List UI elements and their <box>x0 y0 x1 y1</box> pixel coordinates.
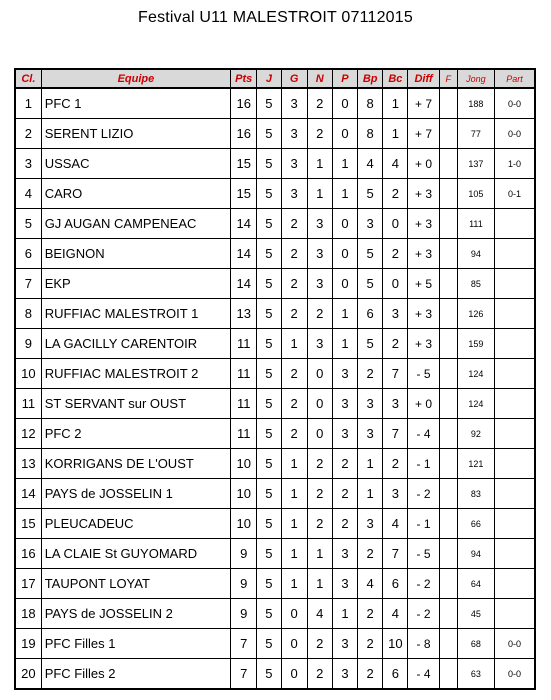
cell-f <box>439 149 457 179</box>
cell-rank: 2 <box>15 119 41 149</box>
standings-table <box>14 68 536 690</box>
cell-goal-diff: - 2 <box>408 599 439 629</box>
table-row <box>15 569 535 599</box>
cell-jong: 111 <box>457 209 494 239</box>
cell-played: 5 <box>257 149 281 179</box>
cell-goals-against: 7 <box>383 359 408 389</box>
cell-drawn: 3 <box>307 329 332 359</box>
table-row <box>15 88 535 119</box>
cell-played: 5 <box>257 449 281 479</box>
cell-played: 5 <box>257 539 281 569</box>
cell-goals-for: 2 <box>358 659 383 690</box>
cell-rank: 20 <box>15 659 41 690</box>
cell-jong: 105 <box>457 179 494 209</box>
cell-lost: 1 <box>332 299 357 329</box>
cell-played: 5 <box>257 659 281 690</box>
cell-drawn: 2 <box>307 449 332 479</box>
cell-goals-against: 0 <box>383 209 408 239</box>
cell-goals-against: 1 <box>383 88 408 119</box>
cell-rank: 18 <box>15 599 41 629</box>
table-row <box>15 269 535 299</box>
cell-goals-for: 1 <box>358 479 383 509</box>
cell-played: 5 <box>257 479 281 509</box>
cell-lost: 3 <box>332 389 357 419</box>
cell-rank: 19 <box>15 629 41 659</box>
cell-team: PAYS de JOSSELIN 2 <box>41 599 230 629</box>
cell-goal-diff: - 8 <box>408 629 439 659</box>
cell-lost: 0 <box>332 209 357 239</box>
cell-f <box>439 119 457 149</box>
cell-team: SERENT LIZIO <box>41 119 230 149</box>
cell-f <box>439 539 457 569</box>
cell-rank: 12 <box>15 419 41 449</box>
cell-goals-for: 5 <box>358 179 383 209</box>
cell-rank: 6 <box>15 239 41 269</box>
cell-lost: 3 <box>332 359 357 389</box>
cell-points: 15 <box>231 149 257 179</box>
cell-drawn: 0 <box>307 389 332 419</box>
cell-part <box>495 269 535 299</box>
cell-f <box>439 179 457 209</box>
cell-goal-diff: - 1 <box>408 509 439 539</box>
cell-goals-against: 2 <box>383 329 408 359</box>
cell-points: 14 <box>231 239 257 269</box>
cell-played: 5 <box>257 209 281 239</box>
cell-team: RUFFIAC MALESTROIT 2 <box>41 359 230 389</box>
header-f: F <box>439 69 457 88</box>
table-row <box>15 149 535 179</box>
cell-goals-against: 3 <box>383 479 408 509</box>
cell-lost: 3 <box>332 629 357 659</box>
cell-drawn: 1 <box>307 539 332 569</box>
table-row <box>15 389 535 419</box>
cell-jong: 66 <box>457 509 494 539</box>
cell-lost: 1 <box>332 179 357 209</box>
cell-drawn: 2 <box>307 299 332 329</box>
cell-team: KORRIGANS DE L'OUST <box>41 449 230 479</box>
cell-lost: 2 <box>332 509 357 539</box>
cell-f <box>439 569 457 599</box>
cell-lost: 0 <box>332 269 357 299</box>
cell-part: 0-0 <box>495 88 535 119</box>
header-played: J <box>257 69 281 88</box>
cell-points: 13 <box>231 299 257 329</box>
cell-jong: 94 <box>457 539 494 569</box>
cell-played: 5 <box>257 509 281 539</box>
cell-points: 11 <box>231 389 257 419</box>
cell-won: 2 <box>281 269 307 299</box>
cell-drawn: 2 <box>307 88 332 119</box>
cell-drawn: 3 <box>307 209 332 239</box>
cell-part <box>495 539 535 569</box>
cell-drawn: 0 <box>307 419 332 449</box>
cell-part <box>495 359 535 389</box>
cell-team: USSAC <box>41 149 230 179</box>
page-title: Festival U11 MALESTROIT 07112015 <box>138 9 413 26</box>
cell-f <box>439 88 457 119</box>
cell-won: 2 <box>281 359 307 389</box>
cell-part: 0-0 <box>495 629 535 659</box>
cell-points: 9 <box>231 539 257 569</box>
cell-goals-against: 4 <box>383 149 408 179</box>
cell-goals-against: 3 <box>383 389 408 419</box>
cell-team: PFC Filles 1 <box>41 629 230 659</box>
cell-jong: 83 <box>457 479 494 509</box>
cell-rank: 1 <box>15 88 41 119</box>
cell-team: PFC 2 <box>41 419 230 449</box>
cell-rank: 14 <box>15 479 41 509</box>
cell-goal-diff: - 5 <box>408 539 439 569</box>
cell-won: 2 <box>281 419 307 449</box>
cell-rank: 11 <box>15 389 41 419</box>
cell-won: 3 <box>281 149 307 179</box>
cell-goals-for: 4 <box>358 569 383 599</box>
cell-goals-for: 8 <box>358 119 383 149</box>
table-row <box>15 359 535 389</box>
header-jong: Jong <box>457 69 494 88</box>
cell-goals-for: 6 <box>358 299 383 329</box>
cell-jong: 45 <box>457 599 494 629</box>
cell-goal-diff: + 3 <box>408 209 439 239</box>
cell-rank: 16 <box>15 539 41 569</box>
cell-played: 5 <box>257 599 281 629</box>
cell-won: 3 <box>281 119 307 149</box>
cell-jong: 137 <box>457 149 494 179</box>
cell-f <box>439 209 457 239</box>
table-row <box>15 539 535 569</box>
cell-goals-against: 7 <box>383 419 408 449</box>
cell-goals-for: 5 <box>358 269 383 299</box>
cell-goals-against: 7 <box>383 539 408 569</box>
table-row <box>15 329 535 359</box>
cell-rank: 8 <box>15 299 41 329</box>
cell-points: 11 <box>231 419 257 449</box>
cell-won: 2 <box>281 389 307 419</box>
cell-goal-diff: - 4 <box>408 419 439 449</box>
cell-goals-for: 2 <box>358 599 383 629</box>
cell-drawn: 0 <box>307 359 332 389</box>
cell-drawn: 3 <box>307 269 332 299</box>
cell-rank: 13 <box>15 449 41 479</box>
cell-goals-for: 2 <box>358 359 383 389</box>
cell-goals-for: 2 <box>358 629 383 659</box>
cell-team: PFC Filles 2 <box>41 659 230 690</box>
cell-won: 3 <box>281 88 307 119</box>
cell-jong: 94 <box>457 239 494 269</box>
cell-goals-for: 2 <box>358 539 383 569</box>
cell-points: 7 <box>231 659 257 690</box>
cell-part: 1-0 <box>495 149 535 179</box>
cell-jong: 68 <box>457 629 494 659</box>
cell-drawn: 2 <box>307 659 332 690</box>
cell-rank: 5 <box>15 209 41 239</box>
cell-drawn: 1 <box>307 569 332 599</box>
cell-lost: 3 <box>332 539 357 569</box>
cell-lost: 3 <box>332 659 357 690</box>
cell-team: ST SERVANT sur OUST <box>41 389 230 419</box>
cell-f <box>439 509 457 539</box>
cell-jong: 188 <box>457 88 494 119</box>
cell-part <box>495 209 535 239</box>
cell-won: 2 <box>281 299 307 329</box>
cell-f <box>439 359 457 389</box>
cell-team: LA CLAIE St GUYOMARD <box>41 539 230 569</box>
cell-goal-diff: + 7 <box>408 88 439 119</box>
table-row <box>15 629 535 659</box>
cell-part <box>495 419 535 449</box>
cell-team: BEIGNON <box>41 239 230 269</box>
cell-drawn: 1 <box>307 149 332 179</box>
cell-played: 5 <box>257 629 281 659</box>
cell-part <box>495 449 535 479</box>
cell-goals-for: 3 <box>358 509 383 539</box>
cell-points: 11 <box>231 359 257 389</box>
table-row <box>15 209 535 239</box>
table-row <box>15 239 535 269</box>
table-row <box>15 119 535 149</box>
table-row <box>15 479 535 509</box>
header-lost: P <box>332 69 357 88</box>
cell-won: 3 <box>281 179 307 209</box>
cell-goals-against: 4 <box>383 599 408 629</box>
cell-lost: 1 <box>332 149 357 179</box>
cell-goal-diff: - 1 <box>408 449 439 479</box>
cell-goals-against: 10 <box>383 629 408 659</box>
cell-played: 5 <box>257 88 281 119</box>
cell-jong: 126 <box>457 299 494 329</box>
cell-won: 1 <box>281 539 307 569</box>
cell-goals-against: 3 <box>383 299 408 329</box>
cell-f <box>439 599 457 629</box>
cell-won: 1 <box>281 449 307 479</box>
cell-team: PFC 1 <box>41 88 230 119</box>
cell-f <box>439 329 457 359</box>
cell-points: 16 <box>231 88 257 119</box>
cell-lost: 2 <box>332 449 357 479</box>
table-body <box>15 88 535 689</box>
cell-goals-for: 3 <box>358 209 383 239</box>
header-rank: Cl. <box>15 69 41 88</box>
cell-points: 9 <box>231 599 257 629</box>
cell-rank: 9 <box>15 329 41 359</box>
cell-won: 0 <box>281 599 307 629</box>
header-part: Part <box>495 69 535 88</box>
cell-goal-diff: + 7 <box>408 119 439 149</box>
cell-drawn: 2 <box>307 119 332 149</box>
cell-lost: 0 <box>332 119 357 149</box>
cell-played: 5 <box>257 329 281 359</box>
cell-goal-diff: + 0 <box>408 149 439 179</box>
cell-played: 5 <box>257 569 281 599</box>
cell-goals-against: 6 <box>383 569 408 599</box>
cell-lost: 0 <box>332 88 357 119</box>
cell-won: 1 <box>281 569 307 599</box>
cell-part <box>495 239 535 269</box>
cell-jong: 85 <box>457 269 494 299</box>
cell-jong: 124 <box>457 389 494 419</box>
cell-won: 1 <box>281 329 307 359</box>
cell-won: 0 <box>281 659 307 690</box>
table-row <box>15 299 535 329</box>
cell-played: 5 <box>257 299 281 329</box>
cell-goal-diff: + 0 <box>408 389 439 419</box>
table-header-row <box>15 69 535 88</box>
cell-rank: 10 <box>15 359 41 389</box>
cell-drawn: 2 <box>307 509 332 539</box>
cell-part: 0-0 <box>495 659 535 690</box>
cell-f <box>439 269 457 299</box>
cell-goal-diff: + 3 <box>408 179 439 209</box>
cell-goals-for: 3 <box>358 389 383 419</box>
cell-goal-diff: + 5 <box>408 269 439 299</box>
cell-won: 2 <box>281 239 307 269</box>
cell-goal-diff: - 2 <box>408 479 439 509</box>
cell-lost: 0 <box>332 239 357 269</box>
cell-goal-diff: - 4 <box>408 659 439 690</box>
cell-f <box>439 239 457 269</box>
cell-jong: 121 <box>457 449 494 479</box>
cell-played: 5 <box>257 269 281 299</box>
cell-goal-diff: + 3 <box>408 299 439 329</box>
cell-rank: 15 <box>15 509 41 539</box>
cell-lost: 2 <box>332 479 357 509</box>
header-goals-for: Bp <box>358 69 383 88</box>
cell-points: 14 <box>231 269 257 299</box>
cell-goals-for: 8 <box>358 88 383 119</box>
cell-played: 5 <box>257 119 281 149</box>
header-won: G <box>281 69 307 88</box>
cell-jong: 124 <box>457 359 494 389</box>
cell-f <box>439 629 457 659</box>
header-team: Equipe <box>41 69 230 88</box>
cell-part <box>495 569 535 599</box>
cell-goals-against: 2 <box>383 239 408 269</box>
cell-team: TAUPONT LOYAT <box>41 569 230 599</box>
cell-lost: 1 <box>332 599 357 629</box>
cell-won: 1 <box>281 509 307 539</box>
cell-part <box>495 299 535 329</box>
table-row <box>15 179 535 209</box>
cell-points: 15 <box>231 179 257 209</box>
cell-jong: 159 <box>457 329 494 359</box>
cell-drawn: 4 <box>307 599 332 629</box>
cell-drawn: 1 <box>307 179 332 209</box>
cell-part <box>495 599 535 629</box>
cell-part: 0-0 <box>495 119 535 149</box>
header-drawn: N <box>307 69 332 88</box>
cell-points: 9 <box>231 569 257 599</box>
cell-rank: 7 <box>15 269 41 299</box>
cell-goals-for: 5 <box>358 329 383 359</box>
cell-part <box>495 389 535 419</box>
cell-lost: 1 <box>332 329 357 359</box>
cell-points: 7 <box>231 629 257 659</box>
cell-f <box>439 449 457 479</box>
cell-goals-for: 4 <box>358 149 383 179</box>
cell-team: RUFFIAC MALESTROIT 1 <box>41 299 230 329</box>
cell-played: 5 <box>257 179 281 209</box>
cell-f <box>439 419 457 449</box>
cell-part <box>495 509 535 539</box>
cell-points: 10 <box>231 449 257 479</box>
cell-team: EKP <box>41 269 230 299</box>
cell-team: PAYS de JOSSELIN 1 <box>41 479 230 509</box>
cell-goal-diff: + 3 <box>408 329 439 359</box>
cell-lost: 3 <box>332 419 357 449</box>
cell-rank: 4 <box>15 179 41 209</box>
cell-points: 10 <box>231 509 257 539</box>
table-row <box>15 449 535 479</box>
header-points: Pts <box>231 69 257 88</box>
cell-won: 1 <box>281 479 307 509</box>
cell-drawn: 2 <box>307 629 332 659</box>
cell-rank: 17 <box>15 569 41 599</box>
cell-played: 5 <box>257 389 281 419</box>
cell-played: 5 <box>257 239 281 269</box>
cell-goal-diff: + 3 <box>408 239 439 269</box>
cell-goals-for: 3 <box>358 419 383 449</box>
cell-part <box>495 479 535 509</box>
cell-jong: 63 <box>457 659 494 690</box>
cell-points: 10 <box>231 479 257 509</box>
cell-lost: 3 <box>332 569 357 599</box>
cell-points: 16 <box>231 119 257 149</box>
header-goal-diff: Diff <box>408 69 439 88</box>
cell-goals-for: 1 <box>358 449 383 479</box>
cell-jong: 77 <box>457 119 494 149</box>
table-row <box>15 419 535 449</box>
cell-goals-against: 1 <box>383 119 408 149</box>
cell-goals-against: 4 <box>383 509 408 539</box>
header-goals-against: Bc <box>383 69 408 88</box>
cell-drawn: 3 <box>307 239 332 269</box>
cell-goals-against: 6 <box>383 659 408 690</box>
table-row <box>15 659 535 690</box>
cell-goals-for: 5 <box>358 239 383 269</box>
cell-f <box>439 659 457 690</box>
cell-goals-against: 0 <box>383 269 408 299</box>
cell-f <box>439 299 457 329</box>
cell-part <box>495 329 535 359</box>
cell-team: PLEUCADEUC <box>41 509 230 539</box>
cell-team: LA GACILLY CARENTOIR <box>41 329 230 359</box>
cell-rank: 3 <box>15 149 41 179</box>
cell-points: 14 <box>231 209 257 239</box>
cell-won: 2 <box>281 209 307 239</box>
cell-goal-diff: - 5 <box>408 359 439 389</box>
cell-team: GJ AUGAN CAMPENEAC <box>41 209 230 239</box>
cell-f <box>439 479 457 509</box>
table-row <box>15 509 535 539</box>
cell-goals-against: 2 <box>383 449 408 479</box>
cell-team: CARO <box>41 179 230 209</box>
cell-part: 0-1 <box>495 179 535 209</box>
cell-played: 5 <box>257 359 281 389</box>
cell-goal-diff: - 2 <box>408 569 439 599</box>
table-row <box>15 599 535 629</box>
cell-jong: 92 <box>457 419 494 449</box>
cell-points: 11 <box>231 329 257 359</box>
cell-f <box>439 389 457 419</box>
cell-jong: 64 <box>457 569 494 599</box>
cell-drawn: 2 <box>307 479 332 509</box>
cell-played: 5 <box>257 419 281 449</box>
cell-won: 0 <box>281 629 307 659</box>
cell-goals-against: 2 <box>383 179 408 209</box>
